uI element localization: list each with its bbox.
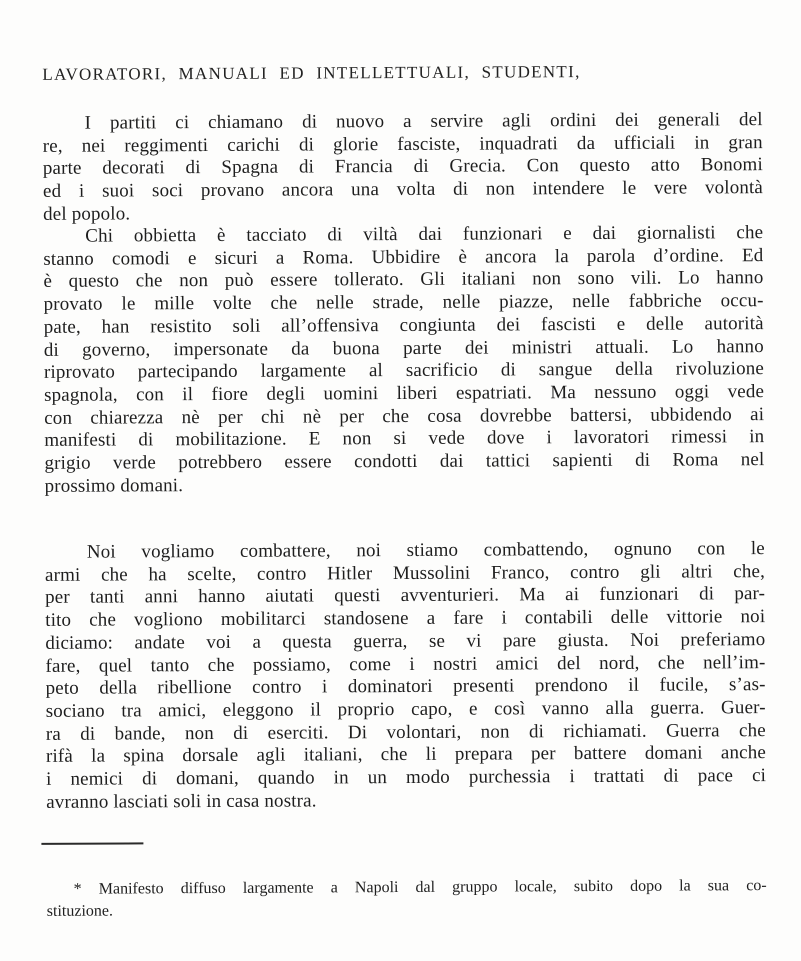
footnote (47, 875, 767, 922)
text-line: con chiarezza nè per chi nè per che cosa dovrebbe battersi, ubbidendo ai (44, 403, 765, 429)
text-line: fare, quel tanto che possiamo, come i nostri amici del nord, che nell’im- (45, 651, 766, 677)
text-line: peto della ribellione contro i dominatori presenti prendono il fucile, s’as- (45, 674, 766, 700)
footnote-separator (41, 842, 143, 845)
text-line: è questo che non può essere tollerato. Gli italiani non sono vili. Lo hanno (43, 267, 764, 293)
text-line: riprovato partecipando largamente al sacrificio di sangue della rivoluzione (43, 358, 764, 384)
text-line: i nemici di domani, quando in un modo purchessia i trattati di pace ci (46, 765, 767, 790)
text-line: provato le mille volte che nelle strade, nelle piazze, nelle fabbriche occu- (43, 290, 764, 315)
text-line: diciamo: andate voi a questa guerra, se vi pare giusta. Noi preferiamo (45, 628, 766, 654)
text-line: tito che vogliono mobilitarci standosene a fare i contabili delle vittorie noi (45, 606, 766, 631)
paragraph-3 (45, 538, 766, 814)
text-line: spagnola, con il fiore degli uomini liberi espatriati. Ma nessuno oggi vede (44, 381, 765, 406)
footnote-line: stituzione. (46, 902, 114, 920)
text-line: stanno comodi e sicuri a Roma. Ubbidire è ancora la parola d’ordine. Ed (43, 244, 764, 270)
text-line: sociano tra amici, eleggono il proprio capo, e così vanno alla guerra. Guer- (45, 697, 766, 722)
text-line: prossimo domani. (44, 474, 184, 497)
text-line: avranno lasciati soli in casa nostra. (46, 790, 317, 813)
page-heading: LAVORATORI, MANUALI ED INTELLETTUALI, STUDENTI, (42, 62, 581, 84)
text-line: I partiti ci chiamano di nuovo a servire agli ordini dei generali del (84, 109, 763, 134)
text-line: parte decorati di Spagna di Francia di Grecia. Con questo atto Bonomi (42, 154, 763, 180)
text-line: manifesti di mobilitazione. E non si vede dove i lavoratori rimessi in (44, 426, 765, 452)
text-line: armi che ha scelte, contro Hitler Mussolini Franco, contro gli altri che, (44, 560, 766, 586)
text-line: del popolo. (43, 203, 131, 225)
text-line: pate, han resistito soli all’offensiva congiunta dei fascisti e delle autorità (43, 312, 764, 338)
footnote-line: * Manifesto diffuso largamente a Napoli dal gruppo locale, subito dopo la sua co- (73, 877, 767, 898)
text-line: per tanti anni hanno aiutati questi avventurieri. Ma ai funzionari di par- (45, 583, 766, 609)
text-line: di governo, impersonate da buona parte dei ministri attuali. Lo hanno (43, 335, 764, 361)
text-line: Noi vogliamo combattere, noi stiamo combattendo, ognuno con le (86, 538, 765, 563)
text-line: rifà la spina dorsale agli italiani, che li prepara per battere domani anche (45, 742, 767, 768)
text-line: ra di bande, non di eserciti. Di volontari, non di richiamati. Guerra che (45, 719, 766, 745)
paragraph-2 (43, 222, 764, 498)
text-line: ed i suoi soci provano ancora una volta di non intendere le vere volontà (42, 177, 764, 202)
paragraph-1 (43, 109, 764, 226)
text-line: Chi obbietta è tacciato di viltà dai funzionari e dai giornalisti che (85, 222, 764, 247)
text-line: re, nei reggimenti carichi di glorie fasciste, inquadrati da ufficiali in gran (42, 131, 763, 157)
page-content (42, 0, 767, 920)
text-line: grigio verde potrebbero essere condotti dai tattici sapienti di Roma nel (44, 449, 765, 474)
